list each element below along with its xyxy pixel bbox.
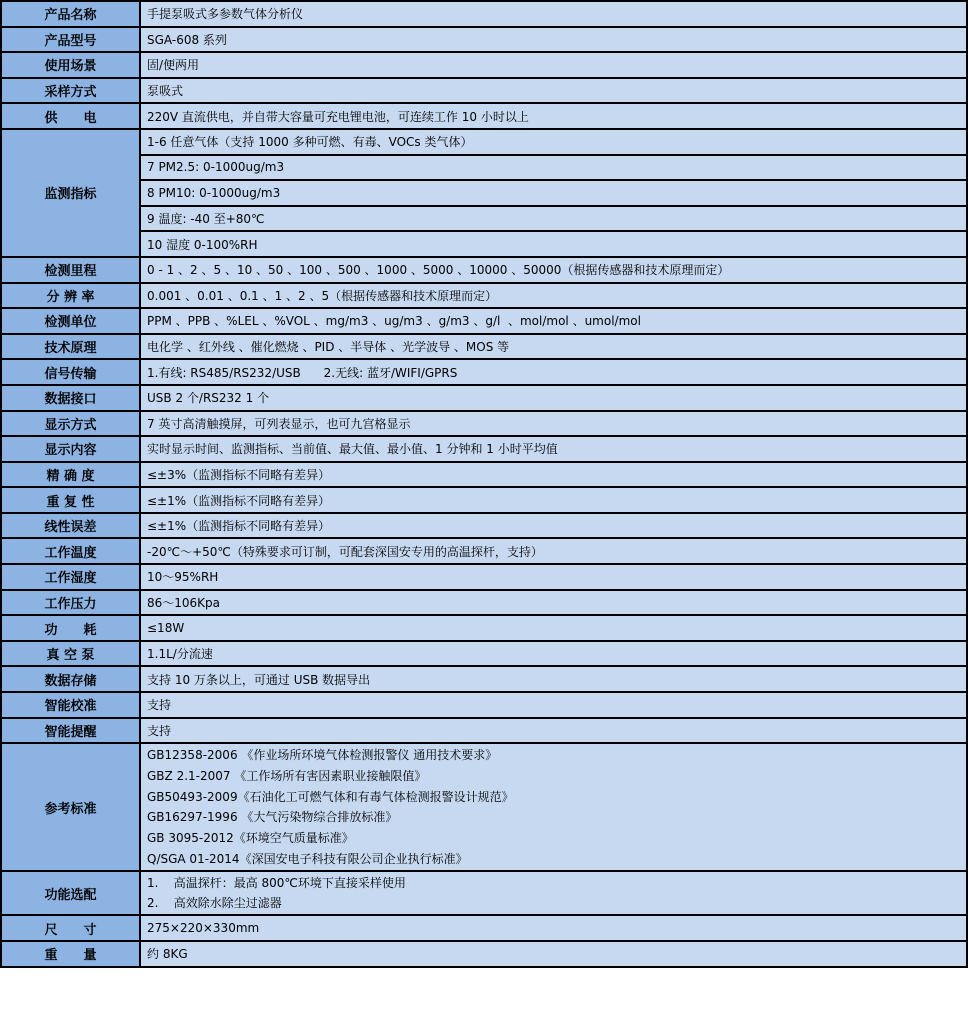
table-row (1, 743, 967, 871)
row-value-line: 2. 高效除水除尘过滤器 (147, 896, 282, 911)
row-label: 重 复 性 (1, 487, 140, 513)
table-row (1, 436, 967, 462)
table-row (1, 590, 967, 616)
table-row (1, 564, 967, 590)
table-row (1, 941, 967, 967)
row-label: 采样方式 (1, 78, 140, 104)
table-row (1, 513, 967, 539)
row-value: USB 2 个/RS232 1 个 (140, 385, 967, 411)
table-row (1, 411, 967, 437)
row-value: 1-6 任意气体（支持 1000 多种可燃、有毒、VOCs 类气体） (140, 129, 967, 155)
row-value-line: Q/SGA 01-2014《深国安电子科技有限公司企业执行标准》 (147, 851, 468, 866)
row-value: 泵吸式 (140, 78, 967, 104)
table-row (1, 1, 967, 27)
row-label: 智能校准 (1, 692, 140, 718)
row-label: 显示内容 (1, 436, 140, 462)
row-value-line: GB50493-2009《石油化工可燃气体和有毒气体检测报警设计规范》 (147, 789, 514, 804)
row-value-line: 1. 高温探杆：最高 800℃环境下直接采样使用 (147, 876, 406, 891)
table-row (1, 718, 967, 744)
row-value: 7 PM2.5: 0-1000ug/m3 (140, 155, 967, 181)
row-label: 数据存储 (1, 666, 140, 692)
row-value: 支持 (140, 718, 967, 744)
table-row (1, 538, 967, 564)
row-value: -20℃～+50℃（特殊要求可订制，可配套深国安专用的高温探杆，支持） (140, 538, 967, 564)
row-value-line: GB 3095-2012《环境空气质量标准》 (147, 830, 354, 845)
table-row (1, 871, 967, 915)
row-label: 线性误差 (1, 513, 140, 539)
table-row (1, 692, 967, 718)
row-value-list (140, 743, 967, 871)
row-label: 使用场景 (1, 52, 140, 78)
row-value: SGA-608 系列 (140, 27, 967, 53)
table-row (1, 615, 967, 641)
row-value: ≤±3%（监测指标不同略有差异） (140, 462, 967, 488)
row-value: PPM 、PPB 、%LEL 、%VOL 、mg/m3 、ug/m3 、g/m3 、g/l 、mol/mol 、umol/mol (140, 308, 967, 334)
row-label: 工作湿度 (1, 564, 140, 590)
row-value: 手提泵吸式多参数气体分析仪 (140, 1, 967, 27)
row-label: 供 电 (1, 103, 140, 129)
table-row (1, 385, 967, 411)
row-value: 电化学 、红外线 、催化燃烧 、PID 、半导体 、光学波导 、MOS 等 (140, 334, 967, 360)
row-value: 约 8KG (140, 941, 967, 967)
row-value: ≤±1%（监测指标不同略有差异） (140, 513, 967, 539)
table-row (1, 666, 967, 692)
row-label: 产品型号 (1, 27, 140, 53)
row-value: 275×220×330mm (140, 915, 967, 941)
row-value: 支持 (140, 692, 967, 718)
table-row (1, 155, 967, 181)
row-value: 实时显示时间、监测指标、当前值、最大值、最小值、1 分钟和 1 小时平均值 (140, 436, 967, 462)
row-label: 功能选配 (1, 871, 140, 915)
row-label: 工作温度 (1, 538, 140, 564)
row-label: 功 耗 (1, 615, 140, 641)
table-row (1, 641, 967, 667)
table-row (1, 129, 967, 155)
row-label: 真 空 泵 (1, 641, 140, 667)
table-row (1, 487, 967, 513)
row-value: 86～106Kpa (140, 590, 967, 616)
row-label: 检测里程 (1, 257, 140, 283)
table-row (1, 231, 967, 257)
row-value: 10 湿度 0-100%RH (140, 231, 967, 257)
table-row (1, 334, 967, 360)
row-value-line: GBZ 2.1-2007 《工作场所有害因素职业接触限值》 (147, 768, 427, 783)
table-row (1, 915, 967, 941)
row-label: 智能提醒 (1, 718, 140, 744)
row-value: 1.有线: RS485/RS232/USB 2.无线: 蓝牙/WIFI/GPRS (140, 359, 967, 385)
row-value: 9 温度: -40 至+80℃ (140, 206, 967, 232)
row-value: 220V 直流供电，并自带大容量可充电锂电池，可连续工作 10 小时以上 (140, 103, 967, 129)
table-row (1, 283, 967, 309)
row-value: 固/便两用 (140, 52, 967, 78)
table-row (1, 78, 967, 104)
row-value: 0 - 1 、2 、5 、10 、50 、100 、500 、1000 、5000 、10000 、50000（根据传感器和技术原理而定） (140, 257, 967, 283)
table-row (1, 180, 967, 206)
row-label: 技术原理 (1, 334, 140, 360)
row-label: 信号传输 (1, 359, 140, 385)
row-label: 检测单位 (1, 308, 140, 334)
table-row (1, 257, 967, 283)
row-label: 工作压力 (1, 590, 140, 616)
row-value-line: GB12358-2006 《作业场所环境气体检测报警仪 通用技术要求》 (147, 748, 498, 763)
row-value: 1.1L/分流速 (140, 641, 967, 667)
table-row (1, 103, 967, 129)
table-row (1, 206, 967, 232)
row-value: 8 PM10: 0-1000ug/m3 (140, 180, 967, 206)
row-label: 产品名称 (1, 1, 140, 27)
table-row (1, 52, 967, 78)
row-label: 精 确 度 (1, 462, 140, 488)
row-label: 重 量 (1, 941, 140, 967)
row-label: 监测指标 (1, 129, 140, 257)
row-label: 显示方式 (1, 411, 140, 437)
row-value: ≤±1%（监测指标不同略有差异） (140, 487, 967, 513)
row-value: 0.001 、0.01 、0.1 、1 、2 、5（根据传感器和技术原理而定） (140, 283, 967, 309)
row-value: 7 英寸高清触摸屏，可列表显示，也可九宫格显示 (140, 411, 967, 437)
row-label: 分 辨 率 (1, 283, 140, 309)
table-row (1, 27, 967, 53)
row-label: 尺 寸 (1, 915, 140, 941)
table-row (1, 359, 967, 385)
row-label: 数据接口 (1, 385, 140, 411)
row-value-list (140, 871, 967, 915)
table-row (1, 308, 967, 334)
table-row (1, 462, 967, 488)
row-value: 支持 10 万条以上，可通过 USB 数据导出 (140, 666, 967, 692)
row-label: 参考标准 (1, 743, 140, 871)
row-value-line: GB16297-1996 《大气污染物综合排放标准》 (147, 810, 398, 825)
row-value: ≤18W (140, 615, 967, 641)
row-value: 10～95%RH (140, 564, 967, 590)
